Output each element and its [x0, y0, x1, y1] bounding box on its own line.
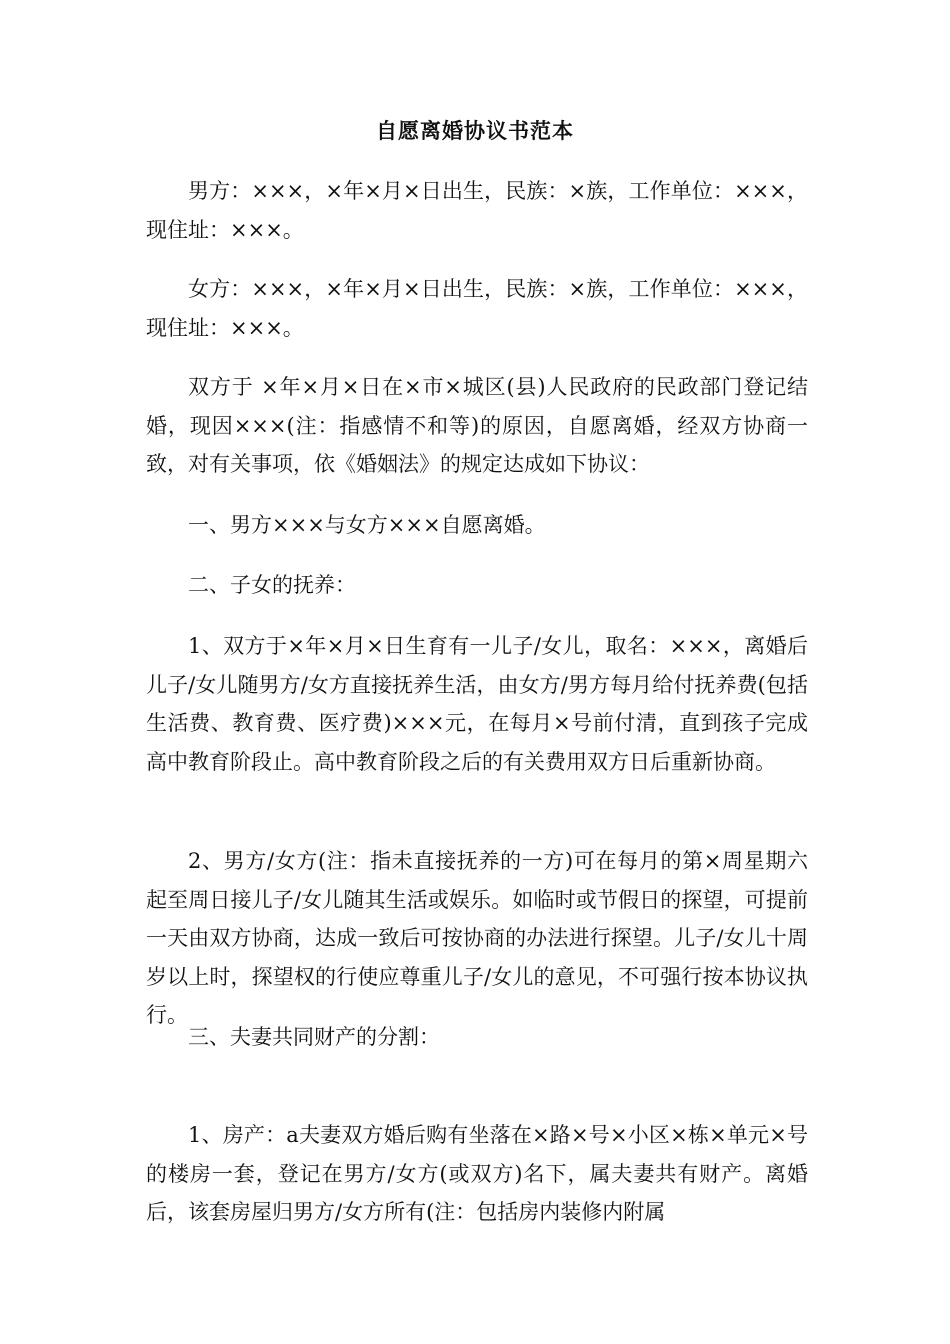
- paragraph-male-party: 男方：×××，×年×月×日出生，民族：×族，工作单位：×××，现住址：×××。: [146, 179, 808, 242]
- paragraph-preamble: 双方于 ×年×月×日在×市×城区(县)人民政府的民政部门登记结婚，现因×××(注：指感情不和等)的原因，自愿离婚，经双方协商一致，对有关事项，依《婚姻法》的规定达成如下协议：: [146, 375, 808, 476]
- paragraph-child-support: 1、双方于×年×月×日生育有一儿子/女儿，取名：×××，离婚后儿子/女儿随男方/女方直接抚养生活，由女方/男方每月给付抚养费(包括生活费、教育费、医疗费)×××元，在每月×号前付清，直到孩子完成高中教育阶段止。高中教育阶段之后的有关费用双方日后重新协商。: [146, 634, 808, 774]
- paragraph-clause-3-heading: 三、夫妻共同财产的分割：: [188, 1025, 440, 1049]
- paragraph-visitation: 2、男方/女方(注：指未直接抚养的一方)可在每月的第×周星期六起至周日接儿子/女儿随其生活或娱乐。如临时或节假日的探望，可提前一天由双方协商，达成一致后可按协商的办法进行探望。儿子/女儿十周岁以上时，探望权的行使应尊重儿子/女儿的意见，不可强行按本协议执行。: [146, 849, 808, 1027]
- paragraph-clause-2-heading: 二、子女的抚养：: [188, 573, 356, 597]
- paragraph-clause-1: 一、男方×××与女方×××自愿离婚。: [188, 513, 546, 537]
- document-title: 自愿离婚协议书范本: [376, 118, 574, 143]
- paragraph-female-party: 女方：×××，×年×月×日出生，民族：×族，工作单位：×××，现住址：×××。: [146, 277, 808, 340]
- paragraph-property: 1、房产：a夫妻双方婚后购有坐落在×路×号×小区×栋×单元×号的楼房一套，登记在男方/女方(或双方)名下，属夫妻共有财产。离婚后，该套房屋归男方/女方所有(注：包括房内装修内附属: [146, 1123, 808, 1224]
